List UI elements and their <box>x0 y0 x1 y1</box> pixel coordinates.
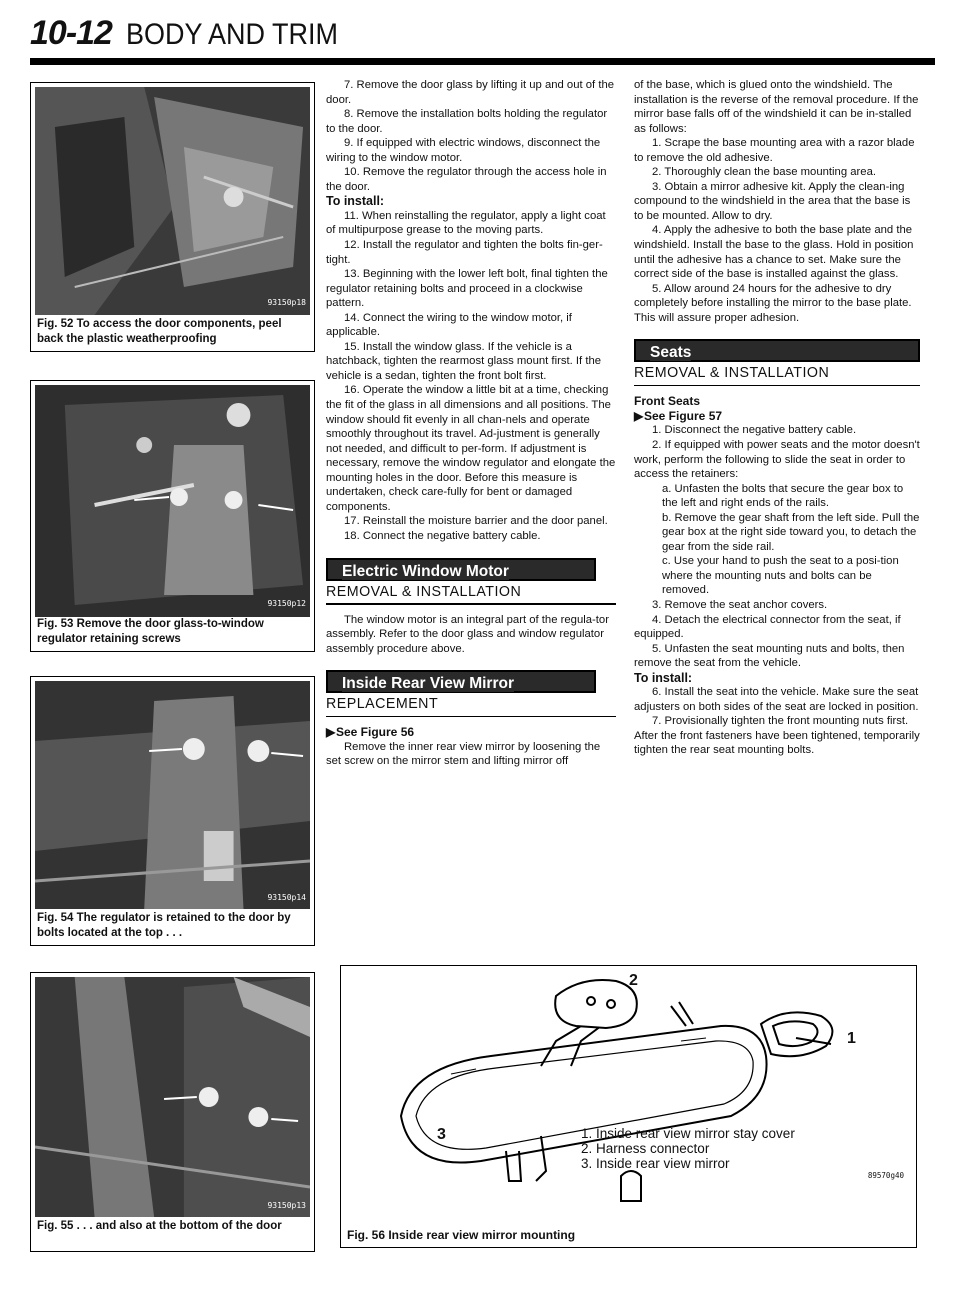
figure-code: 93150p18 <box>267 298 306 307</box>
to-install-heading: To install: <box>326 194 385 209</box>
figure-caption: Fig. 52 To access the door components, peel back the plastic weatherproofing <box>37 318 282 345</box>
pointer-icon: ▶ <box>634 408 644 423</box>
figure-55 <box>30 972 315 1252</box>
section-title: REMOVAL & INSTALLATION <box>634 364 830 382</box>
page-title: BODY AND TRIM <box>125 18 339 51</box>
step-9: 9. If equipped with electric windows, disconnect the wiring to the window motor. <box>326 137 601 164</box>
section-rule <box>634 385 920 387</box>
section-bar-seats: Seats <box>634 339 920 362</box>
section-bar-electric-window-motor: Electric Window Motor <box>326 558 596 581</box>
seat-step-2b: b. Remove the gear shaft from the left side. Pull the gear box at the right side toward you, to detach the gear from the side rail. <box>662 511 920 553</box>
step-11: 11. When reinstalling the regulator, apply a light coat of multipurpose grease to the moving parts. <box>326 209 606 237</box>
figure-caption: Fig. 53 Remove the door glass-to-window regulator retaining screws <box>37 618 264 645</box>
figure-52-photo <box>35 87 310 315</box>
diagram-legend <box>581 1126 795 1171</box>
step-17: 17. Reinstall the moisture barrier and the door panel. <box>344 515 608 528</box>
figure-55-photo <box>35 977 310 1217</box>
section-rule <box>326 603 616 605</box>
step-12: 12. Install the regulator and tighten the bolts fin-ger-tight. <box>326 239 603 266</box>
step-8: 8. Remove the installation bolts holding the regulator to the door. <box>326 108 608 135</box>
page-header <box>30 14 362 53</box>
motor-text: The window motor is an integral part of the regula-tor assembly. Refer to the door glass and window regulator assembly procedure above. <box>326 613 609 655</box>
header-rule <box>30 58 935 65</box>
to-install-heading: To install: <box>634 670 693 685</box>
seat-step-2a: a. Unfasten the bolts that secure the gear box to the left and right ends of the rails. <box>662 482 904 510</box>
see-figure-57: ▶See Figure 57 <box>634 408 723 423</box>
seat-step-4: 4. Detach the electrical connector from the seat, if equipped. <box>634 613 901 641</box>
seat-step-1: 1. Disconnect the negative battery cable. <box>652 424 857 437</box>
step-2: 2. Thoroughly clean the base mounting area. <box>652 166 876 179</box>
see-figure-56: ▶See Figure 56 <box>326 725 415 740</box>
seat-step-3: 3. Remove the seat anchor covers. <box>652 599 828 611</box>
column-right <box>634 78 920 758</box>
seat-step-6: 6. Install the seat into the vehicle. Make sure the seat adjusters on both sides of the seat are locked in position. <box>634 686 919 713</box>
figure-code: 89570g40 <box>867 1171 904 1180</box>
mirror-text: Remove the inner rear view mirror by loosening the set screw on the mirror stem and lifting mirror off <box>326 740 601 768</box>
figure-code: 93150p12 <box>267 599 306 608</box>
step-15: 15. Install the window glass. If the vehicle is a hatchback, tighten the rearmost glass mount first. If the vehicle is a sedan, tighten the front bolt first. <box>326 340 602 382</box>
figure-code: 93150p13 <box>267 1201 306 1210</box>
front-seats-heading: Front Seats <box>634 394 701 409</box>
figure-54 <box>30 676 315 946</box>
callout-3: 3 <box>437 1126 446 1143</box>
step-4: 4. Apply the adhesive to both the base plate and the windshield. Install the base to the glass. Hold in position until the adhesive has a chance to set. Make sure the correct side of the base is installed against the glass. <box>634 224 914 281</box>
section-bar-inside-rear-view-mirror: Inside Rear View Mirror <box>326 670 596 693</box>
seat-step-7: 7. Provisionally tighten the front mounting nuts first. After the front fasteners have been tightened, temporarily tighten the rear seat mounting bolts. <box>634 715 920 757</box>
continued-text: of the base, which is glued onto the windshield. The installation is the reverse of the removal procedure. If the mirror base falls off of the windshield it can be in-stalled as follows: <box>634 79 919 135</box>
step-18: 18. Connect the negative battery cable. <box>344 529 541 542</box>
mirror-illustration <box>341 966 915 1246</box>
figure-54-photo <box>35 681 310 909</box>
pointer-icon: ▶ <box>326 725 336 740</box>
callout-2: 2 <box>629 972 638 989</box>
section-title: REMOVAL & INSTALLATION <box>326 582 522 600</box>
figure-caption: Fig. 54 The regulator is retained to the door by bolts located at the top . . . <box>37 912 291 939</box>
seat-step-2c: c. Use your hand to push the seat to a posi-tion where the mounting nuts and bolts can be removed. <box>662 555 899 597</box>
legend-item: 3. Inside rear view mirror <box>581 1156 730 1171</box>
section-rule <box>326 716 616 718</box>
figure-caption: Fig. 56 Inside rear view mirror mounting <box>347 1228 576 1242</box>
section-title: REPLACEMENT <box>326 695 439 713</box>
figure-caption: Fig. 55 . . . and also at the bottom of the door <box>37 1220 282 1232</box>
step-16: 16. Operate the window a little bit at a time, checking the fit of the glass in all dimensions and all positions. The window should fit evenly in all chan-nels and operate smoothly throughout its travel. Ad-justment is generally not needed, and difficult to per-form. If adjustment is necessary, remove the window regulator and elongate the mounting holes in the door. Before this measure is undertaken, check care-fully for bent or damaged components. <box>326 384 616 513</box>
legend-item: 2. Harness connector <box>581 1141 710 1156</box>
figure-53-photo <box>35 385 310 617</box>
figure-52 <box>30 82 315 352</box>
figure-56-diagram <box>340 965 917 1248</box>
step-10: 10. Remove the regulator through the access hole in the door. <box>326 166 607 193</box>
callout-1: 1 <box>847 1030 856 1047</box>
seat-step-5: 5. Unfasten the seat mounting nuts and bolts, then remove the seat from the vehicle. <box>634 642 905 670</box>
column-middle <box>326 78 616 769</box>
figure-code: 93150p14 <box>267 893 306 902</box>
step-1: 1. Scrape the base mounting area with a razor blade to remove the old adhesive. <box>634 137 915 164</box>
figure-53 <box>30 380 315 652</box>
step-3: 3. Obtain a mirror adhesive kit. Apply the clean-ing compound to the windshield in the area that the base is to be mounted. Allow to dry. <box>634 180 911 222</box>
page-number: 10-12 <box>30 14 112 52</box>
seat-step-2: 2. If equipped with power seats and the motor doesn't work, perform the following to slide the seat in order to access the retainers: <box>634 438 920 481</box>
legend-item: 1. Inside rear view mirror stay cover <box>581 1126 795 1141</box>
step-7: 7. Remove the door glass by lifting it up and out of the door. <box>326 79 615 106</box>
step-14: 14. Connect the wiring to the window motor, if applicable. <box>326 311 572 339</box>
step-5: 5. Allow around 24 hours for the adhesive to dry completely before installing the mirror to the base plate. This will assure proper adhesion. <box>634 282 912 324</box>
step-13: 13. Beginning with the lower left bolt, final tighten the regulator retaining bolts and proceed in a clockwise pattern. <box>326 268 608 310</box>
